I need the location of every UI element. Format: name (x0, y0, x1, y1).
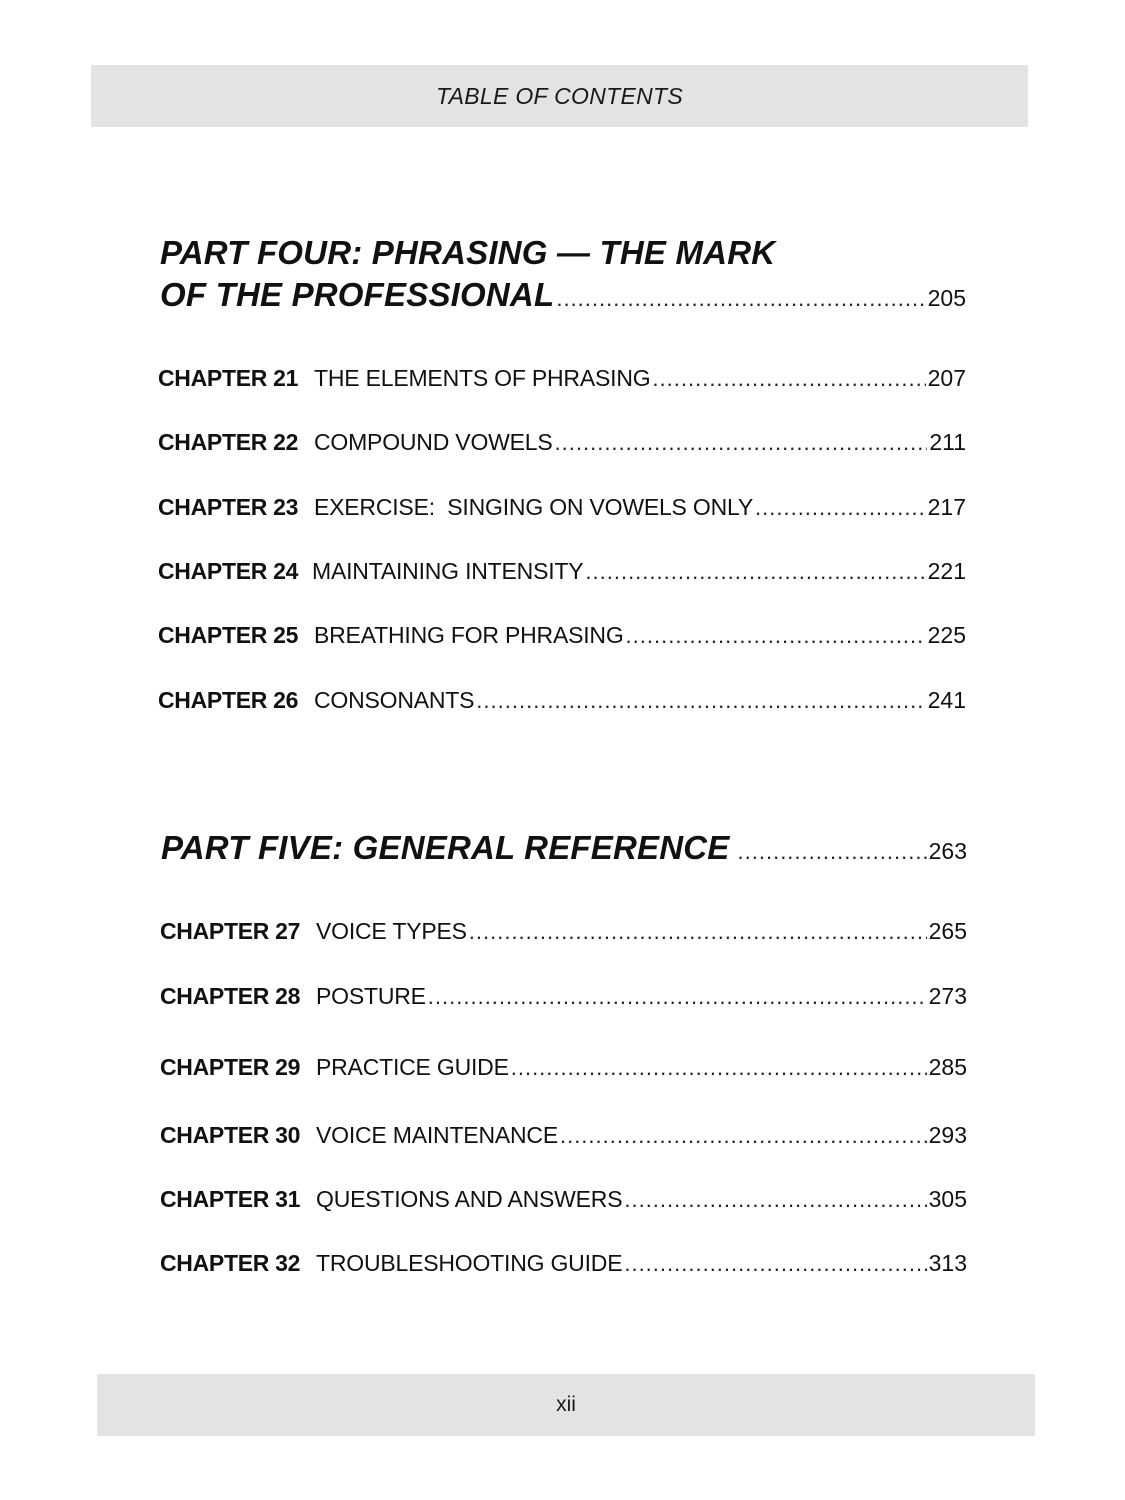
chapter-title: MAINTAINING INTENSITY (312, 558, 584, 584)
dot-leader (755, 495, 926, 521)
dot-leader (624, 1187, 926, 1213)
toc-entry-chapter-31[interactable] (160, 1186, 967, 1216)
dot-leader (469, 919, 927, 945)
chapter-label: CHAPTER 29 (160, 1054, 301, 1080)
chapter-title: PRACTICE GUIDE (316, 1054, 509, 1080)
chapter-page: 221 (927, 558, 966, 584)
chapter-title: EXERCISE: SINGING ON VOWELS ONLY (314, 494, 754, 520)
part-four-title-line2: OF THE PROFESSIONAL (160, 276, 555, 313)
part-five-entry[interactable] (161, 829, 967, 867)
chapter-title: TROUBLESHOOTING GUIDE (316, 1250, 623, 1276)
chapter-title: CONSONANTS (314, 687, 475, 713)
chapter-label: CHAPTER 26 (158, 687, 299, 713)
dot-leader (556, 286, 925, 312)
chapter-title: POSTURE (316, 983, 426, 1009)
running-header-title: TABLE OF CONTENTS (435, 82, 684, 109)
dot-leader (624, 1251, 926, 1277)
dot-leader (652, 366, 925, 392)
page-number: xii (556, 1393, 576, 1416)
part-five-page: 263 (928, 838, 967, 864)
dot-leader (560, 1123, 927, 1149)
chapter-label: CHAPTER 32 (160, 1250, 301, 1276)
chapter-page: 265 (928, 918, 967, 944)
chapter-page: 293 (928, 1122, 967, 1148)
dot-leader (476, 688, 925, 714)
part-four-entry[interactable] (160, 276, 966, 314)
chapter-label: CHAPTER 30 (160, 1122, 301, 1148)
chapter-page: 305 (928, 1186, 967, 1212)
part-four-title-line1: PART FOUR: PHRASING — THE MARK (160, 234, 776, 271)
chapter-page: 207 (927, 365, 966, 391)
toc-entry-chapter-28[interactable] (160, 983, 967, 1013)
chapter-title: THE ELEMENTS OF PHRASING (314, 365, 651, 391)
chapter-title: BREATHING FOR PHRASING (314, 622, 624, 648)
chapter-label: CHAPTER 25 (158, 622, 299, 648)
chapter-title: COMPOUND VOWELS (314, 429, 553, 455)
dot-leader (738, 839, 927, 865)
chapter-label: CHAPTER 21 (158, 365, 299, 391)
dot-leader (626, 623, 926, 649)
dot-leader (585, 559, 925, 585)
chapter-label: CHAPTER 23 (158, 494, 299, 520)
toc-entry-chapter-29[interactable] (160, 1054, 967, 1084)
part-five-title: PART FIVE: GENERAL REFERENCE (161, 829, 730, 866)
toc-entry-chapter-23[interactable] (158, 494, 966, 524)
dot-leader (511, 1055, 927, 1081)
running-header (91, 65, 1028, 127)
chapter-page: 273 (928, 983, 967, 1009)
toc-entry-chapter-24[interactable] (158, 558, 966, 588)
toc-entry-chapter-22[interactable] (158, 429, 966, 459)
chapter-page: 313 (928, 1250, 967, 1276)
chapter-label: CHAPTER 28 (160, 983, 301, 1009)
toc-entry-chapter-26[interactable] (158, 687, 966, 717)
toc-entry-chapter-25[interactable] (158, 622, 966, 652)
chapter-page: 285 (928, 1054, 967, 1080)
toc-entry-chapter-30[interactable] (160, 1122, 967, 1152)
dot-leader (555, 430, 928, 456)
part-four-page: 205 (927, 285, 966, 311)
dot-leader (428, 984, 927, 1010)
chapter-label: CHAPTER 24 (158, 558, 299, 584)
chapter-label: CHAPTER 22 (158, 429, 299, 455)
chapter-page: 211 (929, 429, 966, 455)
chapter-page: 217 (927, 494, 966, 520)
chapter-title: VOICE MAINTENANCE (316, 1122, 558, 1148)
chapter-title: VOICE TYPES (316, 918, 467, 944)
chapter-page: 225 (927, 622, 966, 648)
chapter-page: 241 (927, 687, 966, 713)
chapter-label: CHAPTER 31 (160, 1186, 301, 1212)
toc-entry-chapter-27[interactable] (160, 918, 967, 948)
chapter-title: QUESTIONS AND ANSWERS (316, 1186, 623, 1212)
toc-entry-chapter-32[interactable] (160, 1250, 967, 1280)
toc-entry-chapter-21[interactable] (158, 365, 966, 395)
page-number-footer (97, 1374, 1035, 1436)
chapter-label: CHAPTER 27 (160, 918, 301, 944)
